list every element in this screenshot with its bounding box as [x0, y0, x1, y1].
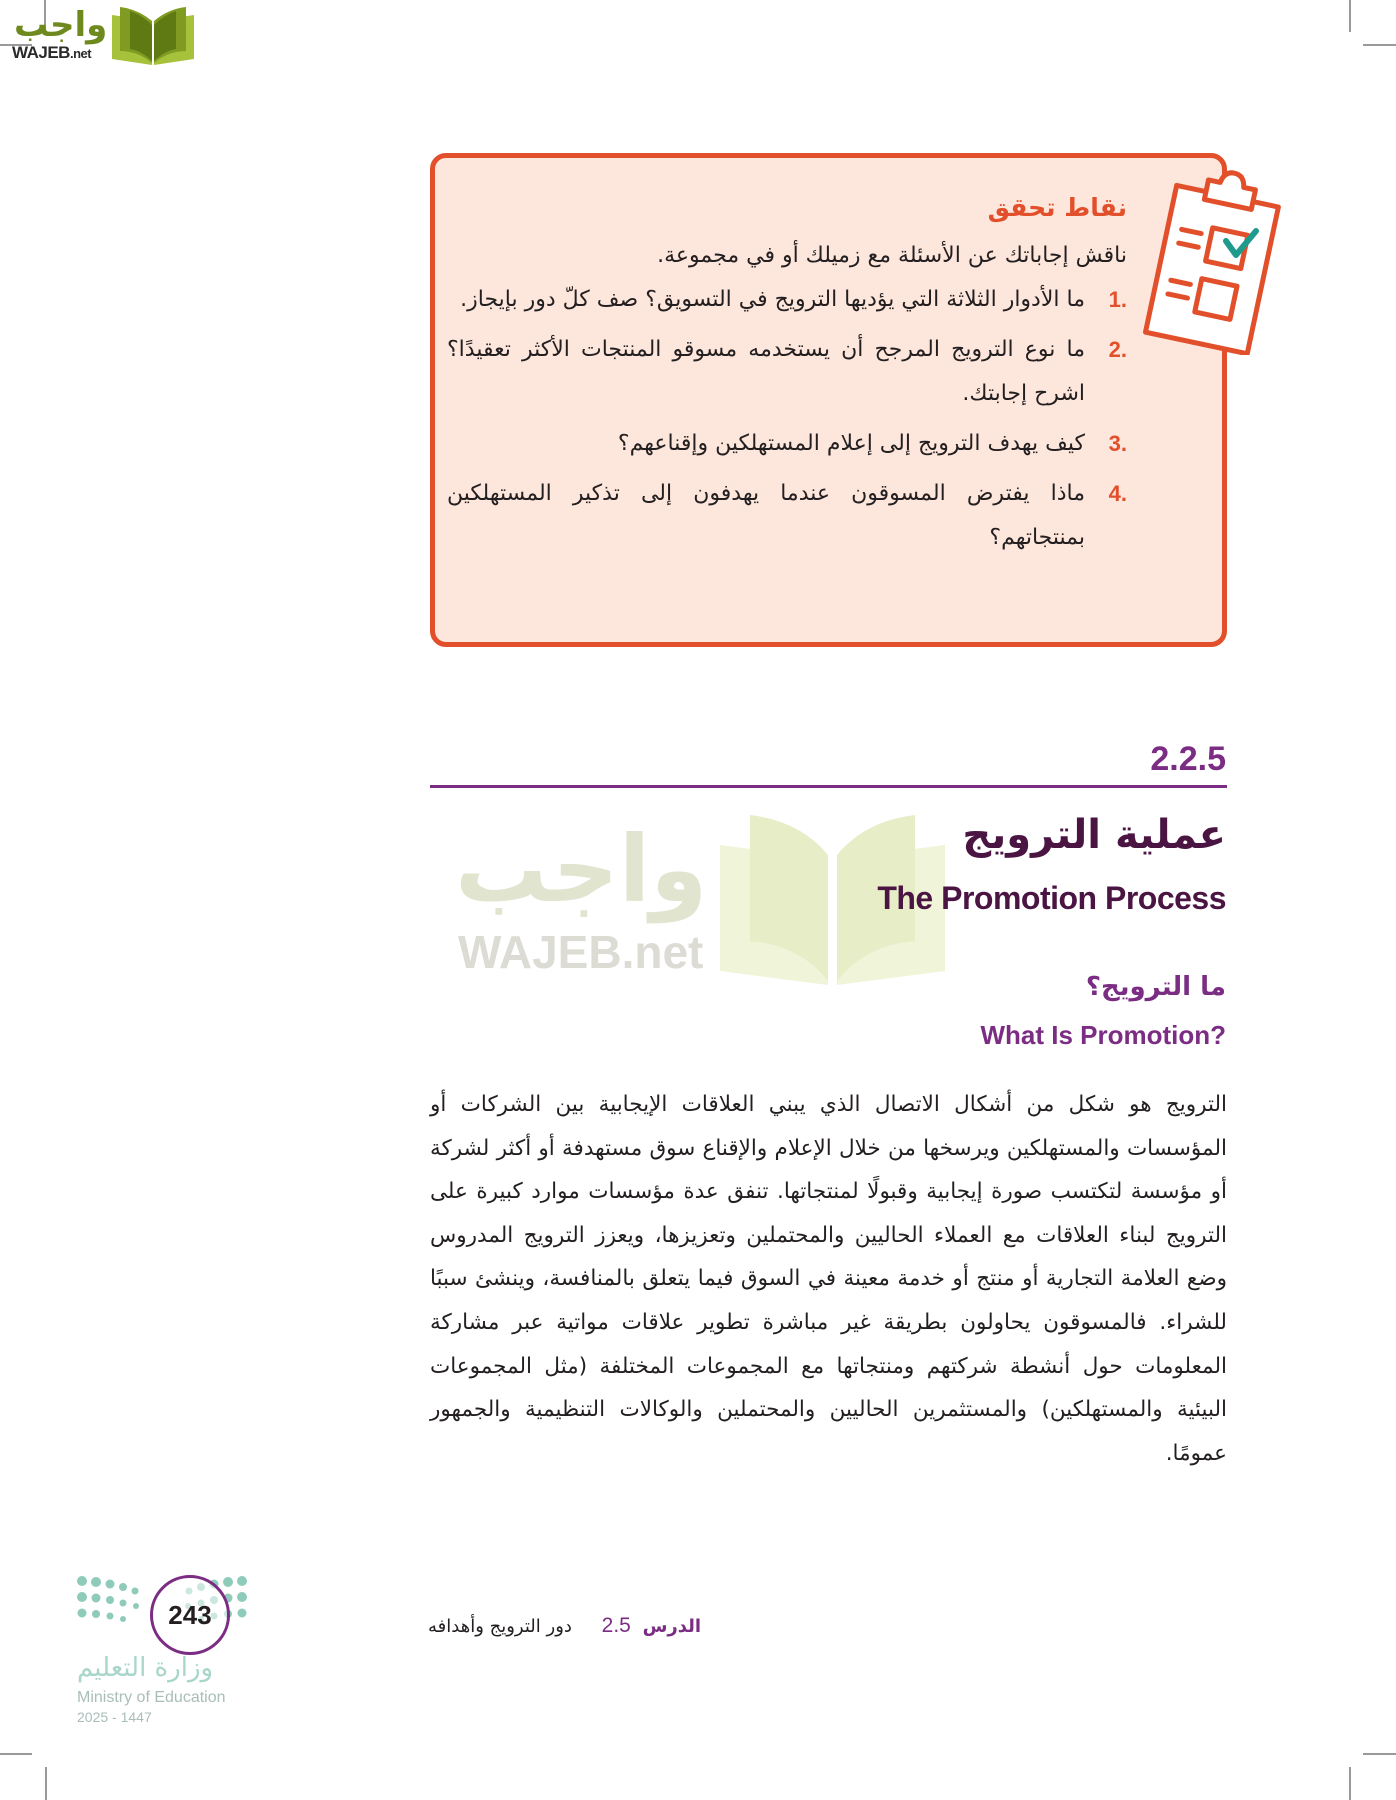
- page-number-badge: [150, 1575, 230, 1655]
- clipboard-checklist-icon: [1140, 165, 1290, 355]
- question-text: ما نوع الترويج المرجح أن يستخدمه مسوقو المنتجات الأكثر تعقيدًا؟ اشرح إجابتك.: [447, 337, 1085, 406]
- open-book-icon: [108, 5, 198, 65]
- question-number: 2.: [1108, 337, 1127, 362]
- question-list: [447, 278, 1127, 560]
- section-divider: [430, 785, 1227, 788]
- watermark-latin: WAJEB.net: [458, 926, 704, 978]
- question-text: ما الأدوار الثلاثة التي يؤديها الترويج في التسويق؟ صف كلّ دور بإيجاز.: [460, 287, 1085, 312]
- question-number: 1.: [1108, 287, 1127, 312]
- section-title-english: The Promotion Process: [877, 880, 1226, 916]
- section-number: 2.2.5: [1150, 740, 1226, 778]
- question-item: [447, 278, 1127, 322]
- ministry-logo: [72, 1575, 252, 1735]
- crop-mark: [1363, 1753, 1396, 1755]
- brand-arabic: واجب: [14, 5, 108, 45]
- question-item: [447, 422, 1127, 466]
- crop-mark: [1349, 1767, 1351, 1800]
- footer-lesson: [428, 1614, 701, 1638]
- page-number: 243: [168, 1599, 212, 1630]
- section-title-arabic: عملية الترويج: [962, 812, 1226, 858]
- question-text: كيف يهدف الترويج إلى إعلام المستهلكين وإقناعهم؟: [617, 431, 1085, 456]
- checkpoint-callout: [430, 153, 1227, 647]
- lesson-label: الدرس: [642, 1616, 702, 1637]
- question-text: ماذا يفترض المسوقون عندما يهدفون إلى تذكير المستهلكين بمنتجاتهم؟: [447, 481, 1085, 550]
- body-paragraph: الترويج هو شكل من أشكال الاتصال الذي يبني العلاقات الإيجابية بين الشركات أو المؤسسات والمستهلكين ويرسخها من خلال الإعلام والإقناع سوق مستهدفة أو أكثر لشركة أو مؤسسة لتكتسب صورة إيجابية وقبولًا لمنتجاتها. تنفق عدة مؤسسات موارد كبيرة على الترويج لبناء العلاقات مع العملاء الحاليين والمحتملين وتعزيزها، ويعزز الترويج المدروس وضع العلامة التجارية أو منتج أو خدمة معينة في السوق فيما يتعلق بالمنافسة، وينشئ سببًا للشراء. فالمسوقون يحاولون بطريقة غير مباشرة تطوير علاقات مواتية عبر مشاركة المعلومات حول أنشطة شركتهم ومنتجاتها مع المجموعات المختلفة (مثل المجموعات البيئية والمستهلكين) والمستثمرين الحاليين والمحتملين والوكالات التنظيمية والجمهور عمومًا.: [430, 1092, 1227, 1466]
- question-number: 3.: [1108, 431, 1127, 456]
- ministry-year: 2025 - 1447: [77, 1709, 152, 1725]
- question-item: [447, 472, 1127, 560]
- question-item: [447, 328, 1127, 416]
- lesson-number: 2.5: [601, 1614, 631, 1637]
- ministry-name-english: Ministry of Education: [77, 1689, 226, 1706]
- watermark-arabic: واجب: [455, 816, 708, 923]
- crop-mark: [1349, 0, 1351, 32]
- ministry-name-arabic: وزارة التعليم: [77, 1653, 214, 1683]
- subsection-title-arabic: ما الترويج؟: [1085, 972, 1226, 1002]
- brand-latin: WAJEB.net: [12, 43, 92, 62]
- lesson-title: دور الترويج وأهدافه: [428, 1616, 572, 1637]
- subsection-title-english: What Is Promotion?: [980, 1020, 1226, 1050]
- callout-title: نقاط تحقق: [987, 193, 1127, 222]
- crop-mark: [0, 1753, 32, 1755]
- crop-mark: [1363, 44, 1396, 46]
- callout-intro: ناقش إجاباتك عن الأسئلة مع زميلك أو في مجموعة.: [657, 243, 1127, 268]
- crop-mark: [45, 1767, 47, 1800]
- brand-logo[interactable]: [10, 5, 190, 67]
- question-number: 4.: [1108, 481, 1127, 506]
